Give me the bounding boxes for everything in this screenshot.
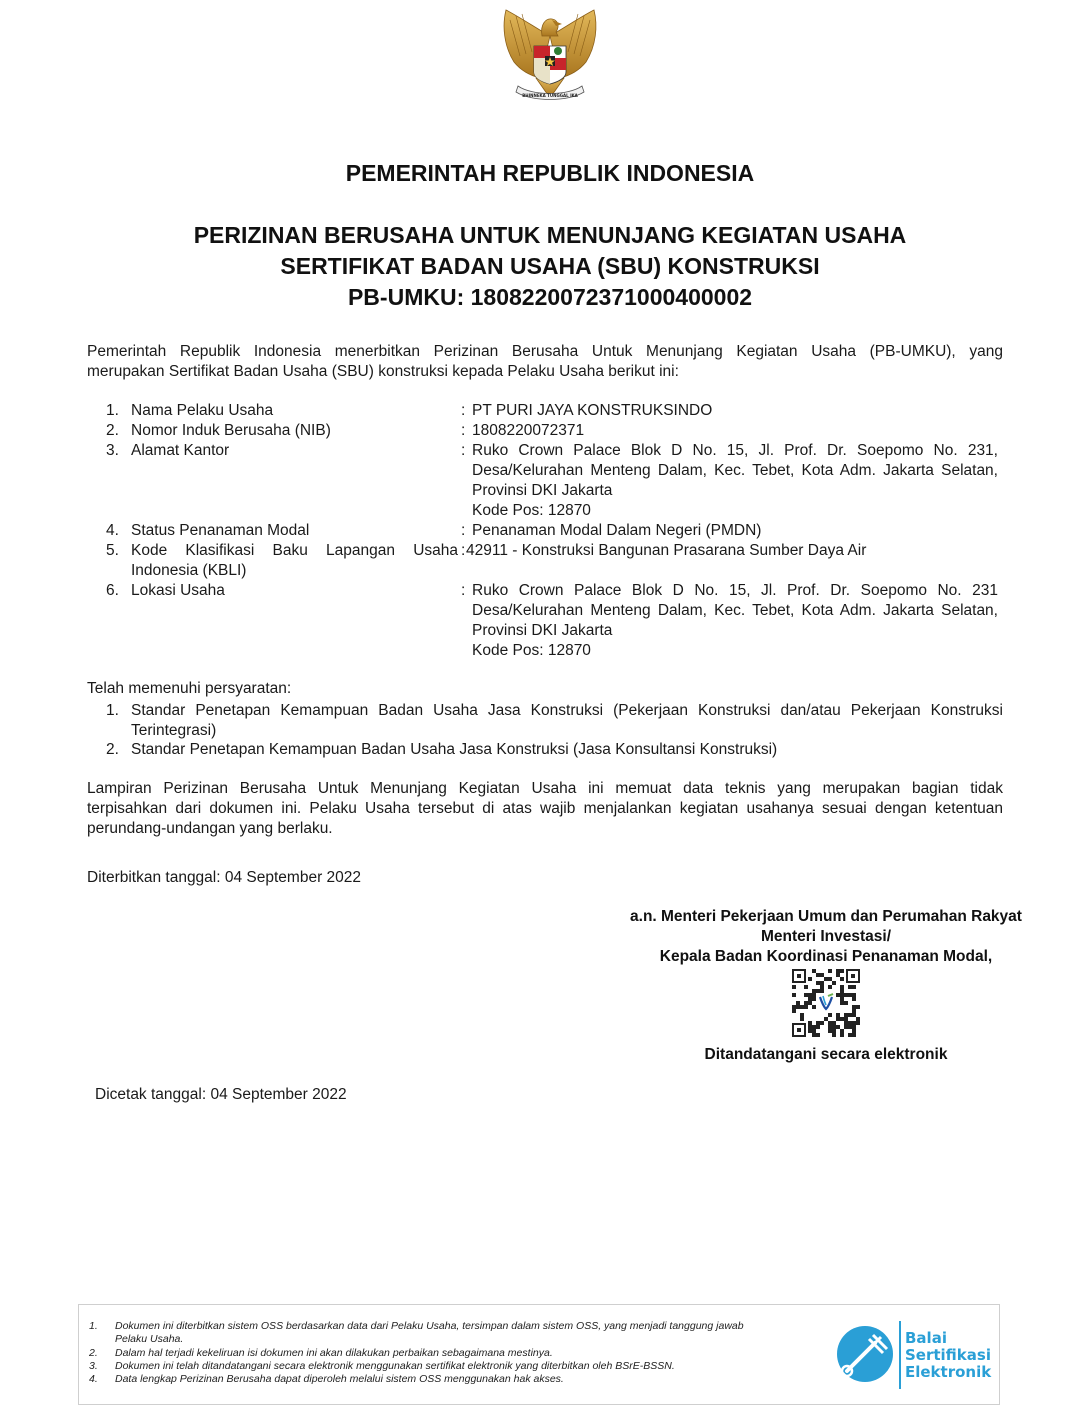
detail-separator: : — [461, 522, 466, 539]
detail-value — [472, 441, 998, 521]
printed-date: Dicetak tanggal: 04 September 2022 — [95, 1086, 347, 1103]
address-line: Ruko Crown Palace Blok D No. 15, Jl. Prof. Dr. Soepomo No. 231 — [472, 582, 998, 599]
requirement-text — [131, 701, 1003, 741]
footer-note-text — [115, 1320, 815, 1346]
detail-value: Penanaman Modal Dalam Negeri (PMDN) — [472, 522, 762, 539]
detail-value: 42911 - Konstruksi Bangunan Prasarana Sumber Daya Air — [466, 542, 867, 559]
address-line: Desa/Kelurahan Menteng Dalam, Kec. Tebet, Kota Adm. Jakarta Selatan, — [472, 462, 998, 479]
requirement-number: 1. — [106, 702, 119, 719]
intro-line: Pemerintah Republik Indonesia menerbitkan Perizinan Berusaha Untuk Menunjang Kegiatan Usaha (PB-UMKU), yang — [87, 343, 1003, 360]
signatory-line: Menteri Investasi/ — [760, 928, 892, 945]
footer-note-line: Pelaku Usaha. — [115, 1333, 184, 1345]
postal-code: Kode Pos: 12870 — [472, 642, 591, 659]
detail-number: 1. — [106, 402, 119, 419]
logo-divider — [899, 1321, 901, 1389]
detail-label: Nama Pelaku Usaha — [131, 402, 274, 419]
paragraph-line: perundang-undangan yang berlaku. — [87, 820, 333, 837]
footer-note-text: Dalam hal terjadi kekeliruan isi dokumen ini akan dilakukan perbaikan sebagaimana mestinya. — [115, 1347, 553, 1359]
permit-number: PB-UMKU: 1808220072371000400002 — [347, 284, 753, 310]
footer-note-text: Data lengkap Perizinan Berusaha dapat diperoleh melalui sistem OSS menggunakan hak akses. — [115, 1373, 564, 1385]
address-line: Ruko Crown Palace Blok D No. 15, Jl. Prof. Dr. Soepomo No. 231, — [472, 442, 998, 459]
detail-separator: : — [461, 442, 466, 459]
detail-number: 3. — [106, 442, 119, 459]
postal-code: Kode Pos: 12870 — [472, 502, 591, 519]
address-line: Provinsi DKI Jakarta — [472, 482, 613, 499]
detail-label: Alamat Kantor — [131, 442, 230, 459]
detail-label — [131, 541, 458, 581]
footer-note-number: 1. — [89, 1320, 98, 1332]
detail-separator: : — [461, 422, 466, 439]
detail-separator: : — [461, 582, 466, 599]
bsre-text-line: Elektronik — [905, 1363, 992, 1381]
bsre-text-line: Sertifikasi — [905, 1346, 991, 1364]
electronic-signature-note: Ditandatangani secara elektronik — [704, 1046, 948, 1063]
footer-note-number: 3. — [89, 1360, 98, 1372]
document-title-line2: SERTIFIKAT BADAN USAHA (SBU) KONSTRUKSI — [280, 253, 820, 279]
paragraph-line: terpisahkan dari dokumen ini. Pelaku Usaha tersebut di atas wajib menjalankan kegiatan usahanya sesuai dengan ketentuan — [87, 800, 1003, 817]
intro-line: merupakan Sertifikat Badan Usaha (SBU) konstruksi kepada Pelaku Usaha berikut ini: — [87, 363, 679, 380]
key-icon — [835, 1323, 895, 1385]
emblem-motto: BHINNEKA TUNGGAL IKA — [522, 93, 578, 98]
footer-note-text: Dokumen ini telah ditandatangani secara elektronik menggunakan sertifikat elektronik yang diterbitkan oleh BSrE-BSSN. — [115, 1360, 675, 1372]
detail-number: 2. — [106, 422, 119, 439]
requirements-heading: Telah memenuhi persyaratan: — [87, 680, 292, 697]
paragraph-line: Lampiran Perizinan Berusaha Untuk Menunjang Kegiatan Usaha ini memuat data teknis yang merupakan bagian tidak — [87, 780, 1003, 797]
address-line: Desa/Kelurahan Menteng Dalam, Kec. Tebet, Kota Adm. Jakarta Selatan, — [472, 602, 998, 619]
detail-number: 5. — [106, 542, 119, 559]
label-line: Kode Klasifikasi Baku Lapangan Usaha — [131, 542, 458, 559]
attachment-paragraph — [87, 779, 1003, 839]
address-line: Provinsi DKI Jakarta — [472, 622, 613, 639]
signatory-line: a.n. Menteri Pekerjaan Umum dan Perumahan Rakyat — [630, 908, 1022, 925]
qr-code[interactable] — [792, 969, 860, 1037]
footer-note-line: Dokumen ini diterbitkan sistem OSS berdasarkan data dari Pelaku Usaha, tersimpan dalam sistem OSS, yang menjadi tanggung jawab — [115, 1320, 744, 1332]
detail-label: Nomor Induk Berusaha (NIB) — [131, 422, 331, 439]
requirement-line: Terintegrasi) — [131, 722, 217, 739]
detail-separator: : — [461, 542, 466, 559]
bsre-text-line: Balai — [905, 1329, 947, 1347]
signatory-line: Kepala Badan Koordinasi Penanaman Modal, — [659, 948, 993, 965]
intro-paragraph — [87, 342, 1003, 382]
document-title-line1: PERIZINAN BERUSAHA UNTUK MENUNJANG KEGIATAN USAHA — [193, 222, 907, 248]
requirement-number: 2. — [106, 741, 119, 758]
detail-label: Lokasi Usaha — [131, 582, 225, 599]
bsre-logo — [835, 1319, 992, 1391]
detail-value: PT PURI JAYA KONSTRUKSINDO — [472, 402, 713, 419]
label-line: Indonesia (KBLI) — [131, 562, 247, 579]
government-heading: PEMERINTAH REPUBLIK INDONESIA — [345, 160, 755, 186]
detail-number: 4. — [106, 522, 119, 539]
detail-value: 1808220072371 — [472, 422, 585, 439]
requirement-line: Standar Penetapan Kemampuan Badan Usaha Jasa Konstruksi (Pekerjaan Konstruksi dan/atau Pekerjaan Konstruksi — [131, 702, 1003, 719]
issued-date: Diterbitkan tanggal: 04 September 2022 — [87, 869, 362, 886]
requirement-text: Standar Penetapan Kemampuan Badan Usaha Jasa Konstruksi (Jasa Konsultansi Konstruksi) — [131, 741, 778, 758]
detail-number: 6. — [106, 582, 119, 599]
detail-label: Status Penanaman Modal — [131, 522, 310, 539]
footer-note-number: 2. — [89, 1347, 98, 1359]
detail-value — [472, 581, 998, 661]
garuda-emblem — [496, 6, 604, 110]
footer-notes-box — [78, 1304, 1000, 1405]
footer-note-number: 4. — [89, 1373, 98, 1385]
detail-separator: : — [461, 402, 466, 419]
